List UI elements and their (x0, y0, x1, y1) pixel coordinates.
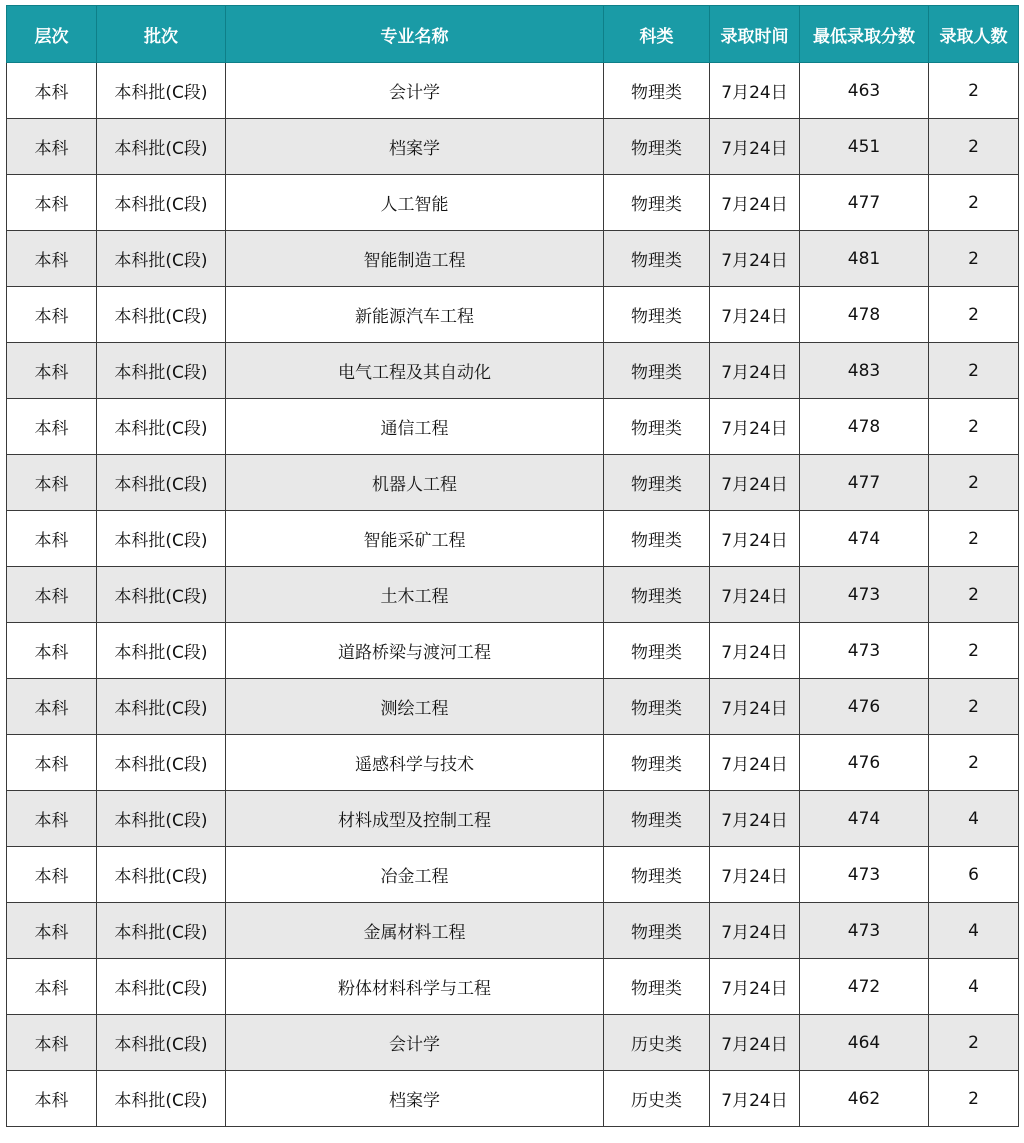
cell-date: 7月24日 (710, 847, 800, 903)
cell-major: 测绘工程 (226, 679, 604, 735)
cell-level: 本科 (7, 959, 97, 1015)
cell-category: 物理类 (604, 903, 710, 959)
table-row (7, 735, 1019, 791)
cell-level: 本科 (7, 679, 97, 735)
cell-count: 6 (929, 847, 1019, 903)
cell-batch: 本科批(C段) (97, 791, 226, 847)
cell-batch: 本科批(C段) (97, 847, 226, 903)
cell-min-score: 478 (800, 287, 929, 343)
cell-level: 本科 (7, 735, 97, 791)
table-header (7, 6, 1019, 63)
cell-category: 物理类 (604, 399, 710, 455)
cell-batch: 本科批(C段) (97, 455, 226, 511)
cell-min-score: 476 (800, 679, 929, 735)
cell-min-score: 474 (800, 791, 929, 847)
cell-batch: 本科批(C段) (97, 735, 226, 791)
cell-level: 本科 (7, 343, 97, 399)
table-row (7, 511, 1019, 567)
cell-min-score: 476 (800, 735, 929, 791)
table-row (7, 175, 1019, 231)
cell-min-score: 474 (800, 511, 929, 567)
cell-major: 档案学 (226, 1071, 604, 1127)
cell-level: 本科 (7, 119, 97, 175)
cell-min-score: 451 (800, 119, 929, 175)
cell-date: 7月24日 (710, 343, 800, 399)
cell-batch: 本科批(C段) (97, 287, 226, 343)
cell-major: 粉体材料科学与工程 (226, 959, 604, 1015)
cell-level: 本科 (7, 231, 97, 287)
cell-category: 物理类 (604, 847, 710, 903)
cell-min-score: 472 (800, 959, 929, 1015)
table-row (7, 119, 1019, 175)
cell-date: 7月24日 (710, 119, 800, 175)
cell-category: 物理类 (604, 735, 710, 791)
cell-category: 物理类 (604, 287, 710, 343)
header-date: 录取时间 (710, 6, 800, 63)
cell-category: 物理类 (604, 343, 710, 399)
header-category: 科类 (604, 6, 710, 63)
table-row (7, 455, 1019, 511)
cell-date: 7月24日 (710, 1015, 800, 1071)
cell-category: 物理类 (604, 567, 710, 623)
cell-batch: 本科批(C段) (97, 567, 226, 623)
cell-category: 物理类 (604, 231, 710, 287)
cell-level: 本科 (7, 903, 97, 959)
cell-count: 2 (929, 511, 1019, 567)
table-row (7, 63, 1019, 119)
cell-min-score: 464 (800, 1015, 929, 1071)
cell-min-score: 462 (800, 1071, 929, 1127)
cell-date: 7月24日 (710, 567, 800, 623)
cell-batch: 本科批(C段) (97, 231, 226, 287)
cell-batch: 本科批(C段) (97, 903, 226, 959)
cell-level: 本科 (7, 1071, 97, 1127)
cell-major: 会计学 (226, 63, 604, 119)
cell-major: 电气工程及其自动化 (226, 343, 604, 399)
cell-level: 本科 (7, 511, 97, 567)
cell-major: 遥感科学与技术 (226, 735, 604, 791)
cell-batch: 本科批(C段) (97, 119, 226, 175)
cell-major: 新能源汽车工程 (226, 287, 604, 343)
cell-min-score: 473 (800, 567, 929, 623)
cell-category: 物理类 (604, 791, 710, 847)
cell-count: 2 (929, 679, 1019, 735)
cell-count: 2 (929, 567, 1019, 623)
cell-date: 7月24日 (710, 455, 800, 511)
cell-count: 2 (929, 231, 1019, 287)
cell-min-score: 483 (800, 343, 929, 399)
cell-category: 物理类 (604, 511, 710, 567)
table-row (7, 1015, 1019, 1071)
cell-count: 4 (929, 959, 1019, 1015)
cell-date: 7月24日 (710, 679, 800, 735)
cell-category: 历史类 (604, 1015, 710, 1071)
cell-category: 物理类 (604, 63, 710, 119)
cell-category: 物理类 (604, 455, 710, 511)
table-row (7, 567, 1019, 623)
cell-date: 7月24日 (710, 287, 800, 343)
cell-category: 物理类 (604, 119, 710, 175)
cell-major: 机器人工程 (226, 455, 604, 511)
cell-batch: 本科批(C段) (97, 175, 226, 231)
cell-batch: 本科批(C段) (97, 63, 226, 119)
cell-level: 本科 (7, 175, 97, 231)
cell-min-score: 473 (800, 903, 929, 959)
cell-batch: 本科批(C段) (97, 343, 226, 399)
cell-category: 物理类 (604, 679, 710, 735)
cell-min-score: 473 (800, 623, 929, 679)
table-row (7, 343, 1019, 399)
header-level: 层次 (7, 6, 97, 63)
cell-date: 7月24日 (710, 735, 800, 791)
cell-major: 智能采矿工程 (226, 511, 604, 567)
cell-count: 2 (929, 1071, 1019, 1127)
cell-major: 通信工程 (226, 399, 604, 455)
cell-level: 本科 (7, 1015, 97, 1071)
cell-min-score: 477 (800, 455, 929, 511)
cell-min-score: 473 (800, 847, 929, 903)
cell-count: 2 (929, 343, 1019, 399)
cell-batch: 本科批(C段) (97, 679, 226, 735)
table-row (7, 679, 1019, 735)
cell-major: 会计学 (226, 1015, 604, 1071)
header-count: 录取人数 (929, 6, 1019, 63)
cell-count: 2 (929, 287, 1019, 343)
cell-level: 本科 (7, 847, 97, 903)
cell-min-score: 481 (800, 231, 929, 287)
cell-count: 2 (929, 1015, 1019, 1071)
cell-level: 本科 (7, 399, 97, 455)
cell-level: 本科 (7, 567, 97, 623)
table-row (7, 847, 1019, 903)
cell-date: 7月24日 (710, 959, 800, 1015)
cell-batch: 本科批(C段) (97, 623, 226, 679)
cell-min-score: 478 (800, 399, 929, 455)
admission-table (6, 5, 1019, 1127)
cell-major: 档案学 (226, 119, 604, 175)
table-row (7, 791, 1019, 847)
cell-count: 4 (929, 903, 1019, 959)
cell-batch: 本科批(C段) (97, 959, 226, 1015)
cell-count: 2 (929, 63, 1019, 119)
cell-major: 人工智能 (226, 175, 604, 231)
cell-count: 2 (929, 735, 1019, 791)
cell-date: 7月24日 (710, 63, 800, 119)
cell-count: 4 (929, 791, 1019, 847)
cell-batch: 本科批(C段) (97, 399, 226, 455)
cell-major: 智能制造工程 (226, 231, 604, 287)
cell-date: 7月24日 (710, 903, 800, 959)
cell-date: 7月24日 (710, 623, 800, 679)
cell-category: 物理类 (604, 623, 710, 679)
cell-major: 道路桥梁与渡河工程 (226, 623, 604, 679)
cell-batch: 本科批(C段) (97, 1015, 226, 1071)
cell-level: 本科 (7, 63, 97, 119)
header-major: 专业名称 (226, 6, 604, 63)
table-row (7, 231, 1019, 287)
table-row (7, 959, 1019, 1015)
cell-date: 7月24日 (710, 1071, 800, 1127)
cell-count: 2 (929, 119, 1019, 175)
header-min-score: 最低录取分数 (800, 6, 929, 63)
cell-date: 7月24日 (710, 399, 800, 455)
cell-count: 2 (929, 623, 1019, 679)
cell-category: 物理类 (604, 959, 710, 1015)
cell-level: 本科 (7, 791, 97, 847)
cell-min-score: 477 (800, 175, 929, 231)
cell-count: 2 (929, 399, 1019, 455)
cell-date: 7月24日 (710, 231, 800, 287)
cell-date: 7月24日 (710, 175, 800, 231)
cell-level: 本科 (7, 623, 97, 679)
cell-count: 2 (929, 455, 1019, 511)
cell-category: 历史类 (604, 1071, 710, 1127)
table-row (7, 1071, 1019, 1127)
cell-major: 冶金工程 (226, 847, 604, 903)
cell-count: 2 (929, 175, 1019, 231)
cell-major: 土木工程 (226, 567, 604, 623)
cell-date: 7月24日 (710, 791, 800, 847)
table-row (7, 623, 1019, 679)
table-row (7, 287, 1019, 343)
cell-level: 本科 (7, 455, 97, 511)
cell-level: 本科 (7, 287, 97, 343)
cell-date: 7月24日 (710, 511, 800, 567)
cell-major: 金属材料工程 (226, 903, 604, 959)
cell-major: 材料成型及控制工程 (226, 791, 604, 847)
table-row (7, 903, 1019, 959)
cell-min-score: 463 (800, 63, 929, 119)
header-row (7, 6, 1019, 63)
cell-batch: 本科批(C段) (97, 1071, 226, 1127)
table-body (7, 63, 1019, 1127)
table-row (7, 399, 1019, 455)
cell-category: 物理类 (604, 175, 710, 231)
cell-batch: 本科批(C段) (97, 511, 226, 567)
header-batch: 批次 (97, 6, 226, 63)
